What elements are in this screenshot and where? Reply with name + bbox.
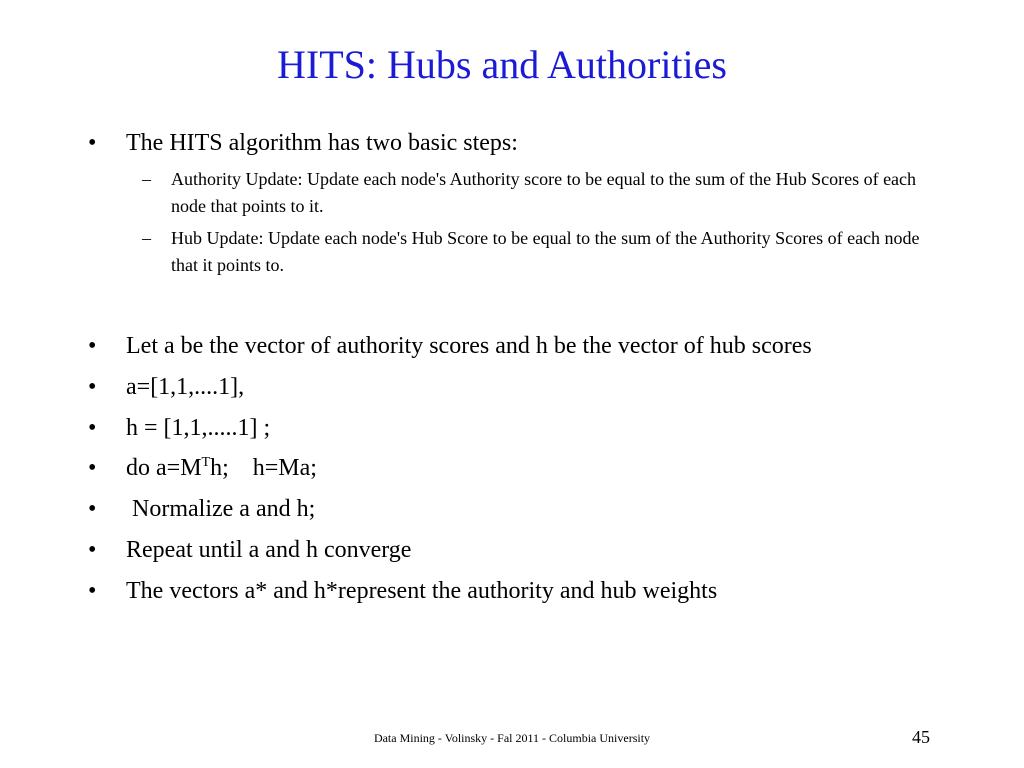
dash-marker: –	[142, 169, 151, 189]
sub-bullet-item	[142, 225, 942, 279]
slide-footer: Data Mining - Volinsky - Fal 2011 - Columbia University	[373, 731, 651, 745]
bullet-marker: •	[88, 374, 97, 400]
bullet-marker: •	[88, 130, 97, 156]
bullet-text: The vectors a* and h*represent the authority and hub weights	[126, 578, 718, 604]
sub-bullet-text: Authority Update: Update each node's Authority score to be equal to the sum of the Hub Scores of each node that points to it.	[171, 169, 917, 216]
page-number: 45	[912, 727, 930, 747]
bullet-marker: •	[88, 415, 97, 441]
bullet-text: Let a be the vector of authority scores and h be the vector of hub scores	[126, 333, 812, 359]
bullet-text: a=[1,1,....1],	[126, 374, 245, 400]
bullet-marker: •	[88, 333, 97, 359]
formula-text: h; h=Ma;	[210, 455, 317, 481]
bullet-marker: •	[88, 537, 97, 563]
slide-title: HITS: Hubs and Authorities	[277, 42, 727, 87]
bullet-marker: •	[88, 578, 97, 604]
bullet-marker: •	[88, 496, 97, 522]
bullet-text: h = [1,1,.....1] ;	[126, 415, 271, 441]
dash-marker: –	[142, 228, 151, 248]
bullet-marker: •	[88, 455, 97, 481]
bullet-text: Normalize a and h;	[126, 496, 316, 522]
bullet-text: Repeat until a and h converge	[126, 537, 412, 563]
bullet-text: The HITS algorithm has two basic steps:	[126, 130, 518, 156]
sub-bullet-item	[142, 166, 942, 220]
bullet-text	[126, 453, 317, 483]
formula-text: do a=M	[126, 455, 202, 481]
transpose-superscript: T	[201, 455, 211, 470]
sub-bullet-text: Hub Update: Update each node's Hub Score to be equal to the sum of the Authority Scores of each node that it points to.	[171, 228, 920, 275]
